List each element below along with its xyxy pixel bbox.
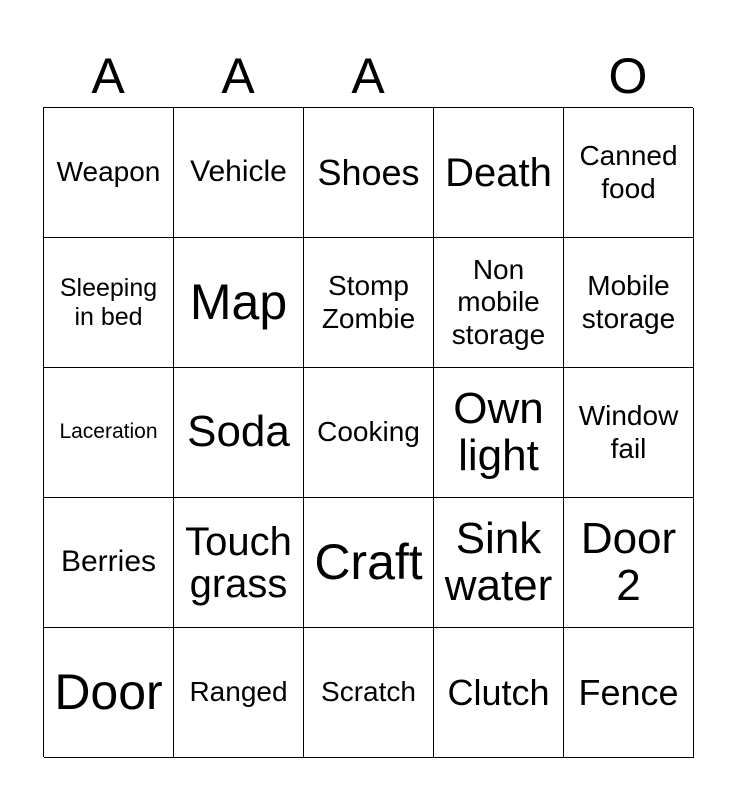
cell-label: Sink water	[444, 514, 553, 610]
bingo-cell-stomp-zombie[interactable]	[304, 238, 434, 368]
bingo-cell-own-light[interactable]	[434, 368, 564, 498]
bingo-cell-soda[interactable]	[174, 368, 304, 498]
cell-label: Mobile storage	[581, 270, 676, 334]
bingo-cell-touch-grass[interactable]	[174, 498, 304, 628]
bingo-header	[43, 44, 693, 108]
bingo-cell-window-fail[interactable]	[564, 368, 694, 498]
bingo-cell-sink-water[interactable]	[434, 498, 564, 628]
cell-label: Door	[54, 663, 163, 720]
bingo-cell-fence[interactable]	[564, 628, 694, 758]
bingo-cell-sleeping-in-bed[interactable]	[44, 238, 174, 368]
bingo-cell-map[interactable]	[174, 238, 304, 368]
bingo-cell-death[interactable]	[434, 108, 564, 238]
cell-label: Death	[445, 150, 552, 195]
cell-label: Shoes	[317, 151, 420, 193]
cell-label: Soda	[187, 407, 290, 457]
bingo-cell-cooking[interactable]	[304, 368, 434, 498]
cell-label: Vehicle	[190, 155, 287, 189]
bingo-cell-non-mobile-storage[interactable]	[434, 238, 564, 368]
cell-label: Window fail	[578, 400, 679, 464]
bingo-board	[43, 107, 693, 757]
bingo-cell-berries[interactable]	[44, 498, 174, 628]
cell-label: Berries	[60, 545, 157, 579]
bingo-cell-door[interactable]	[44, 628, 174, 758]
header-letter-2: A	[221, 48, 255, 104]
cell-label: Clutch	[447, 671, 550, 713]
bingo-cell-mobile-storage[interactable]	[564, 238, 694, 368]
bingo-cell-scratch[interactable]	[304, 628, 434, 758]
header-letter-4	[433, 44, 563, 108]
bingo-cell-craft[interactable]	[304, 498, 434, 628]
bingo-cell-shoes[interactable]	[304, 108, 434, 238]
cell-label: Touch grass	[185, 519, 292, 606]
cell-label: Laceration	[59, 420, 158, 444]
bingo-cell-clutch[interactable]	[434, 628, 564, 758]
cell-label: Stomp Zombie	[321, 270, 416, 334]
cell-label: Craft	[314, 533, 423, 590]
bingo-cell-canned-food[interactable]	[564, 108, 694, 238]
cell-label: Door 2	[580, 514, 677, 610]
cell-label: Sleeping in bed	[59, 273, 158, 331]
cell-label: Canned food	[579, 140, 678, 204]
cell-label: Map	[189, 273, 288, 330]
cell-label: Fence	[578, 671, 679, 713]
bingo-cell-vehicle[interactable]	[174, 108, 304, 238]
bingo-cell-laceration[interactable]	[44, 368, 174, 498]
header-letter-3: A	[351, 48, 385, 104]
header-letter-5: O	[608, 48, 648, 104]
cell-label: Ranged	[189, 676, 288, 708]
cell-label: Cooking	[317, 416, 420, 448]
cell-label: Own light	[453, 384, 544, 480]
cell-label: Scratch	[321, 676, 416, 708]
cell-label: Non mobile storage	[451, 254, 546, 350]
bingo-cell-door-2[interactable]	[564, 498, 694, 628]
header-letter-1: A	[91, 48, 125, 104]
cell-label: Weapon	[56, 156, 161, 188]
bingo-cell-weapon[interactable]	[44, 108, 174, 238]
bingo-cell-ranged[interactable]	[174, 628, 304, 758]
